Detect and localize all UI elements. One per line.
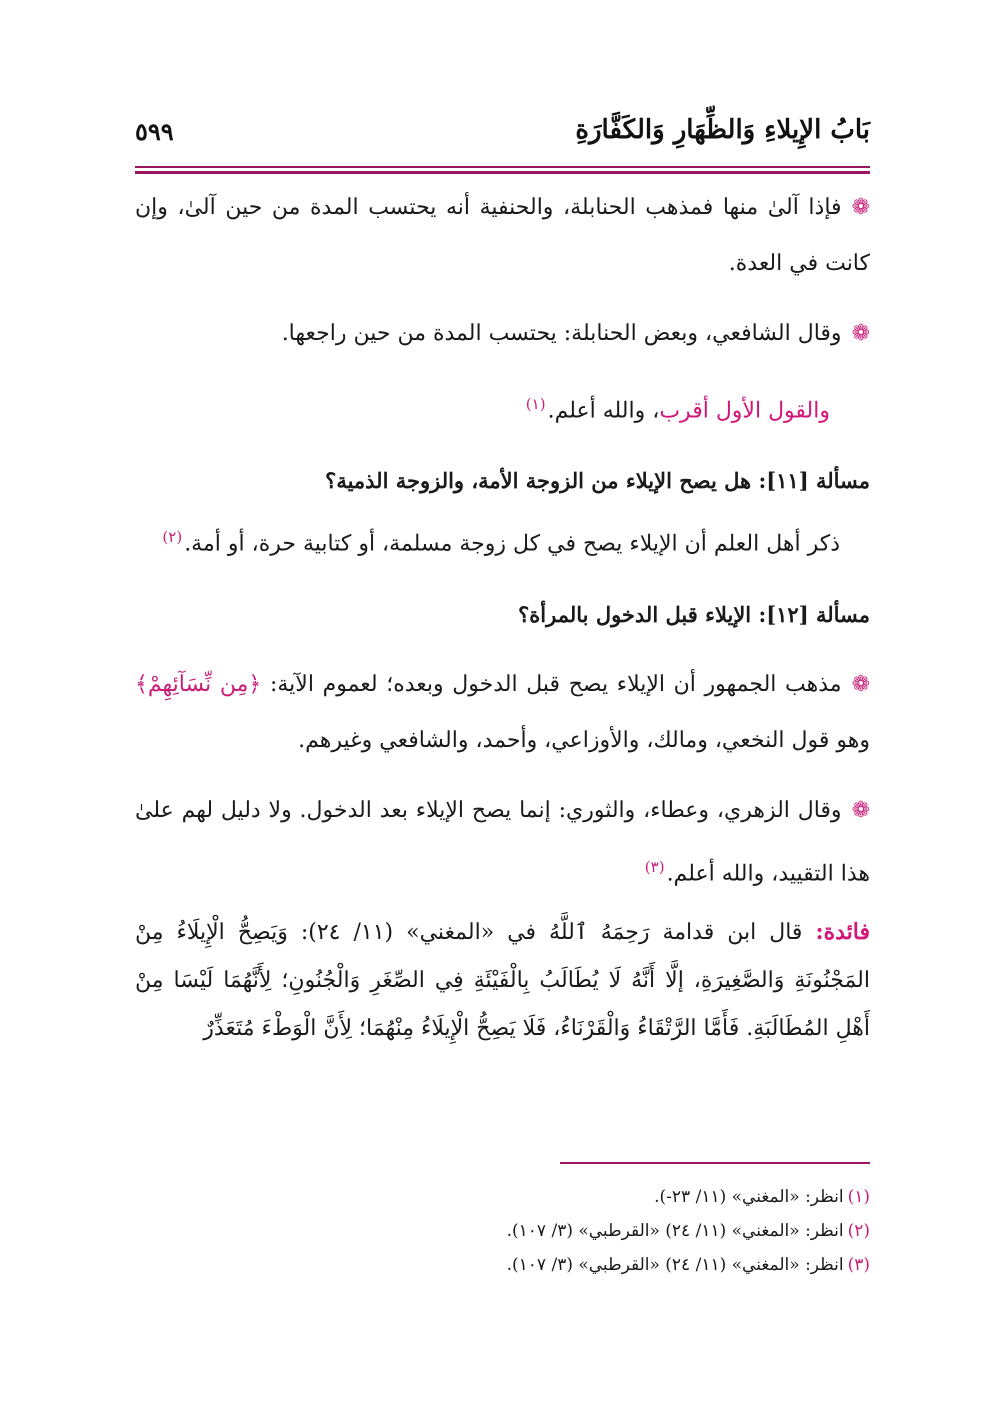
paragraph-2: [135, 306, 870, 362]
flower-bullet-icon: ❁: [851, 321, 870, 346]
footnotes: [135, 1180, 870, 1282]
paragraph-7: [135, 908, 870, 1053]
issue-12-label: مسألة [١٢]:: [758, 601, 870, 627]
footnote-ref-3[interactable]: (٣): [644, 857, 665, 876]
issue-12-title: الإيلاء قبل الدخول بالمرأة؟: [518, 601, 752, 627]
flower-bullet-icon: ❁: [851, 195, 870, 220]
footnote-2-text: انظر: «المغني» (١١/ ٢٤) «القرطبي» (٣/ ١٠٧).: [506, 1221, 844, 1241]
page-number: ٥٩٩: [135, 117, 174, 146]
flower-bullet-icon: ❁: [851, 797, 870, 823]
header-rule-thick: [135, 171, 870, 174]
paragraph-3: [135, 376, 870, 439]
quran-quote: ﴿مِن نِّسَآئِهِمْ﴾: [135, 671, 262, 697]
footnote-ref-1[interactable]: (١): [525, 395, 546, 413]
footnote-3-text: انظر: «المغني» (١١/ ٢٤) «القرطبي» (٣/ ١٠٧).: [506, 1255, 844, 1275]
footnote-ref-2[interactable]: (٢): [162, 528, 183, 547]
paragraph-2-text: وقال الشافعي، وبعض الحنابلة: يحتسب المدة من حين راجعها.: [281, 321, 842, 346]
paragraph-7-text: قال ابن قدامة رَحِمَهُ ٱللَّهُ في «المغني» (١١/ ٢٤): وَيَصِحُّ الْإِيلَاءُ مِنْ المَجْنُونَةِ وَالصَّغِيرَةِ، إلَّا أَنَّهُ لَا يُطَالَبُ بِالْفَيْئَةِ فِي الصِّغَرِ وَالْجُنُونِ؛ لِأَنَّهُمَا لَيْسَا مِنْ أَهْلِ المُطَالَبَةِ. فَأَمَّا الرَّتْقَاءُ وَالْقَرْنَاءُ، فَلَا يَصِحُّ الْإِيلَاءُ مِنْهُمَا؛ لِأَنَّ الْوَطْءَ مُتَعَذِّرٌ: [135, 919, 870, 1041]
issue-11-title: هل يصح الإيلاء من الزوجة الأمة، والزوجة الذمية؟: [325, 468, 752, 494]
paragraph-5: [135, 657, 870, 769]
footnote-2-number: (٢): [847, 1221, 870, 1241]
paragraph-5-text-b: وهو قول النخعي، ومالك، والأوزاعي، وأحمد، والشافعي وغيرهم.: [298, 727, 870, 753]
footnote-2: [135, 1214, 870, 1248]
chapter-title: بَابُ الإِيلاءِ وَالظِّهَارِ وَالكَفَّارَةِ: [575, 115, 870, 145]
footnote-1-text: انظر: «المغني» (١١/ ٢٣-).: [654, 1187, 844, 1207]
paragraph-1-text: فإذا آلىٰ منها فمذهب الحنابلة، والحنفية أنه يحتسب المدة من حين آلىٰ، وإن كانت في العدة.: [135, 195, 870, 276]
paragraph-6-text: وقال الزهري، وعطاء، والثوري: إنما يصح الإيلاء بعد الدخول. ولا دليل لهم علىٰ هذا التقييد، والله أعلم.: [135, 797, 870, 886]
fayda-label: فائدة:: [815, 918, 870, 945]
issue-11-heading: [135, 453, 870, 509]
paragraph-1: [135, 180, 870, 292]
paragraph-5-text-a: مذهب الجمهور أن الإيلاء يصح قبل الدخول وبعده؛ لعموم الآية:: [269, 671, 842, 697]
page-body: [135, 180, 870, 1053]
issue-11-label: مسألة [١١]:: [758, 468, 870, 494]
paragraph-3-text: ، والله أعلم.: [547, 398, 660, 424]
paragraph-4: [135, 509, 870, 572]
footnote-1: [135, 1180, 870, 1214]
conclusion-highlight: والقول الأول أقرب: [659, 398, 830, 424]
paragraph-6: [135, 783, 870, 902]
flower-bullet-icon: ❁: [851, 671, 870, 697]
header-rule-thin: [135, 166, 870, 168]
footnote-1-number: (١): [847, 1187, 870, 1207]
footnote-rule: [560, 1162, 870, 1164]
issue-12-heading: [135, 587, 870, 643]
footnote-3-number: (٣): [847, 1255, 870, 1275]
page-header: [135, 115, 870, 155]
footnote-3: [135, 1248, 870, 1282]
paragraph-4-text: ذكر أهل العلم أن الإيلاء يصح في كل زوجة مسلمة، أو كتابية حرة، أو أمة.: [184, 531, 840, 557]
